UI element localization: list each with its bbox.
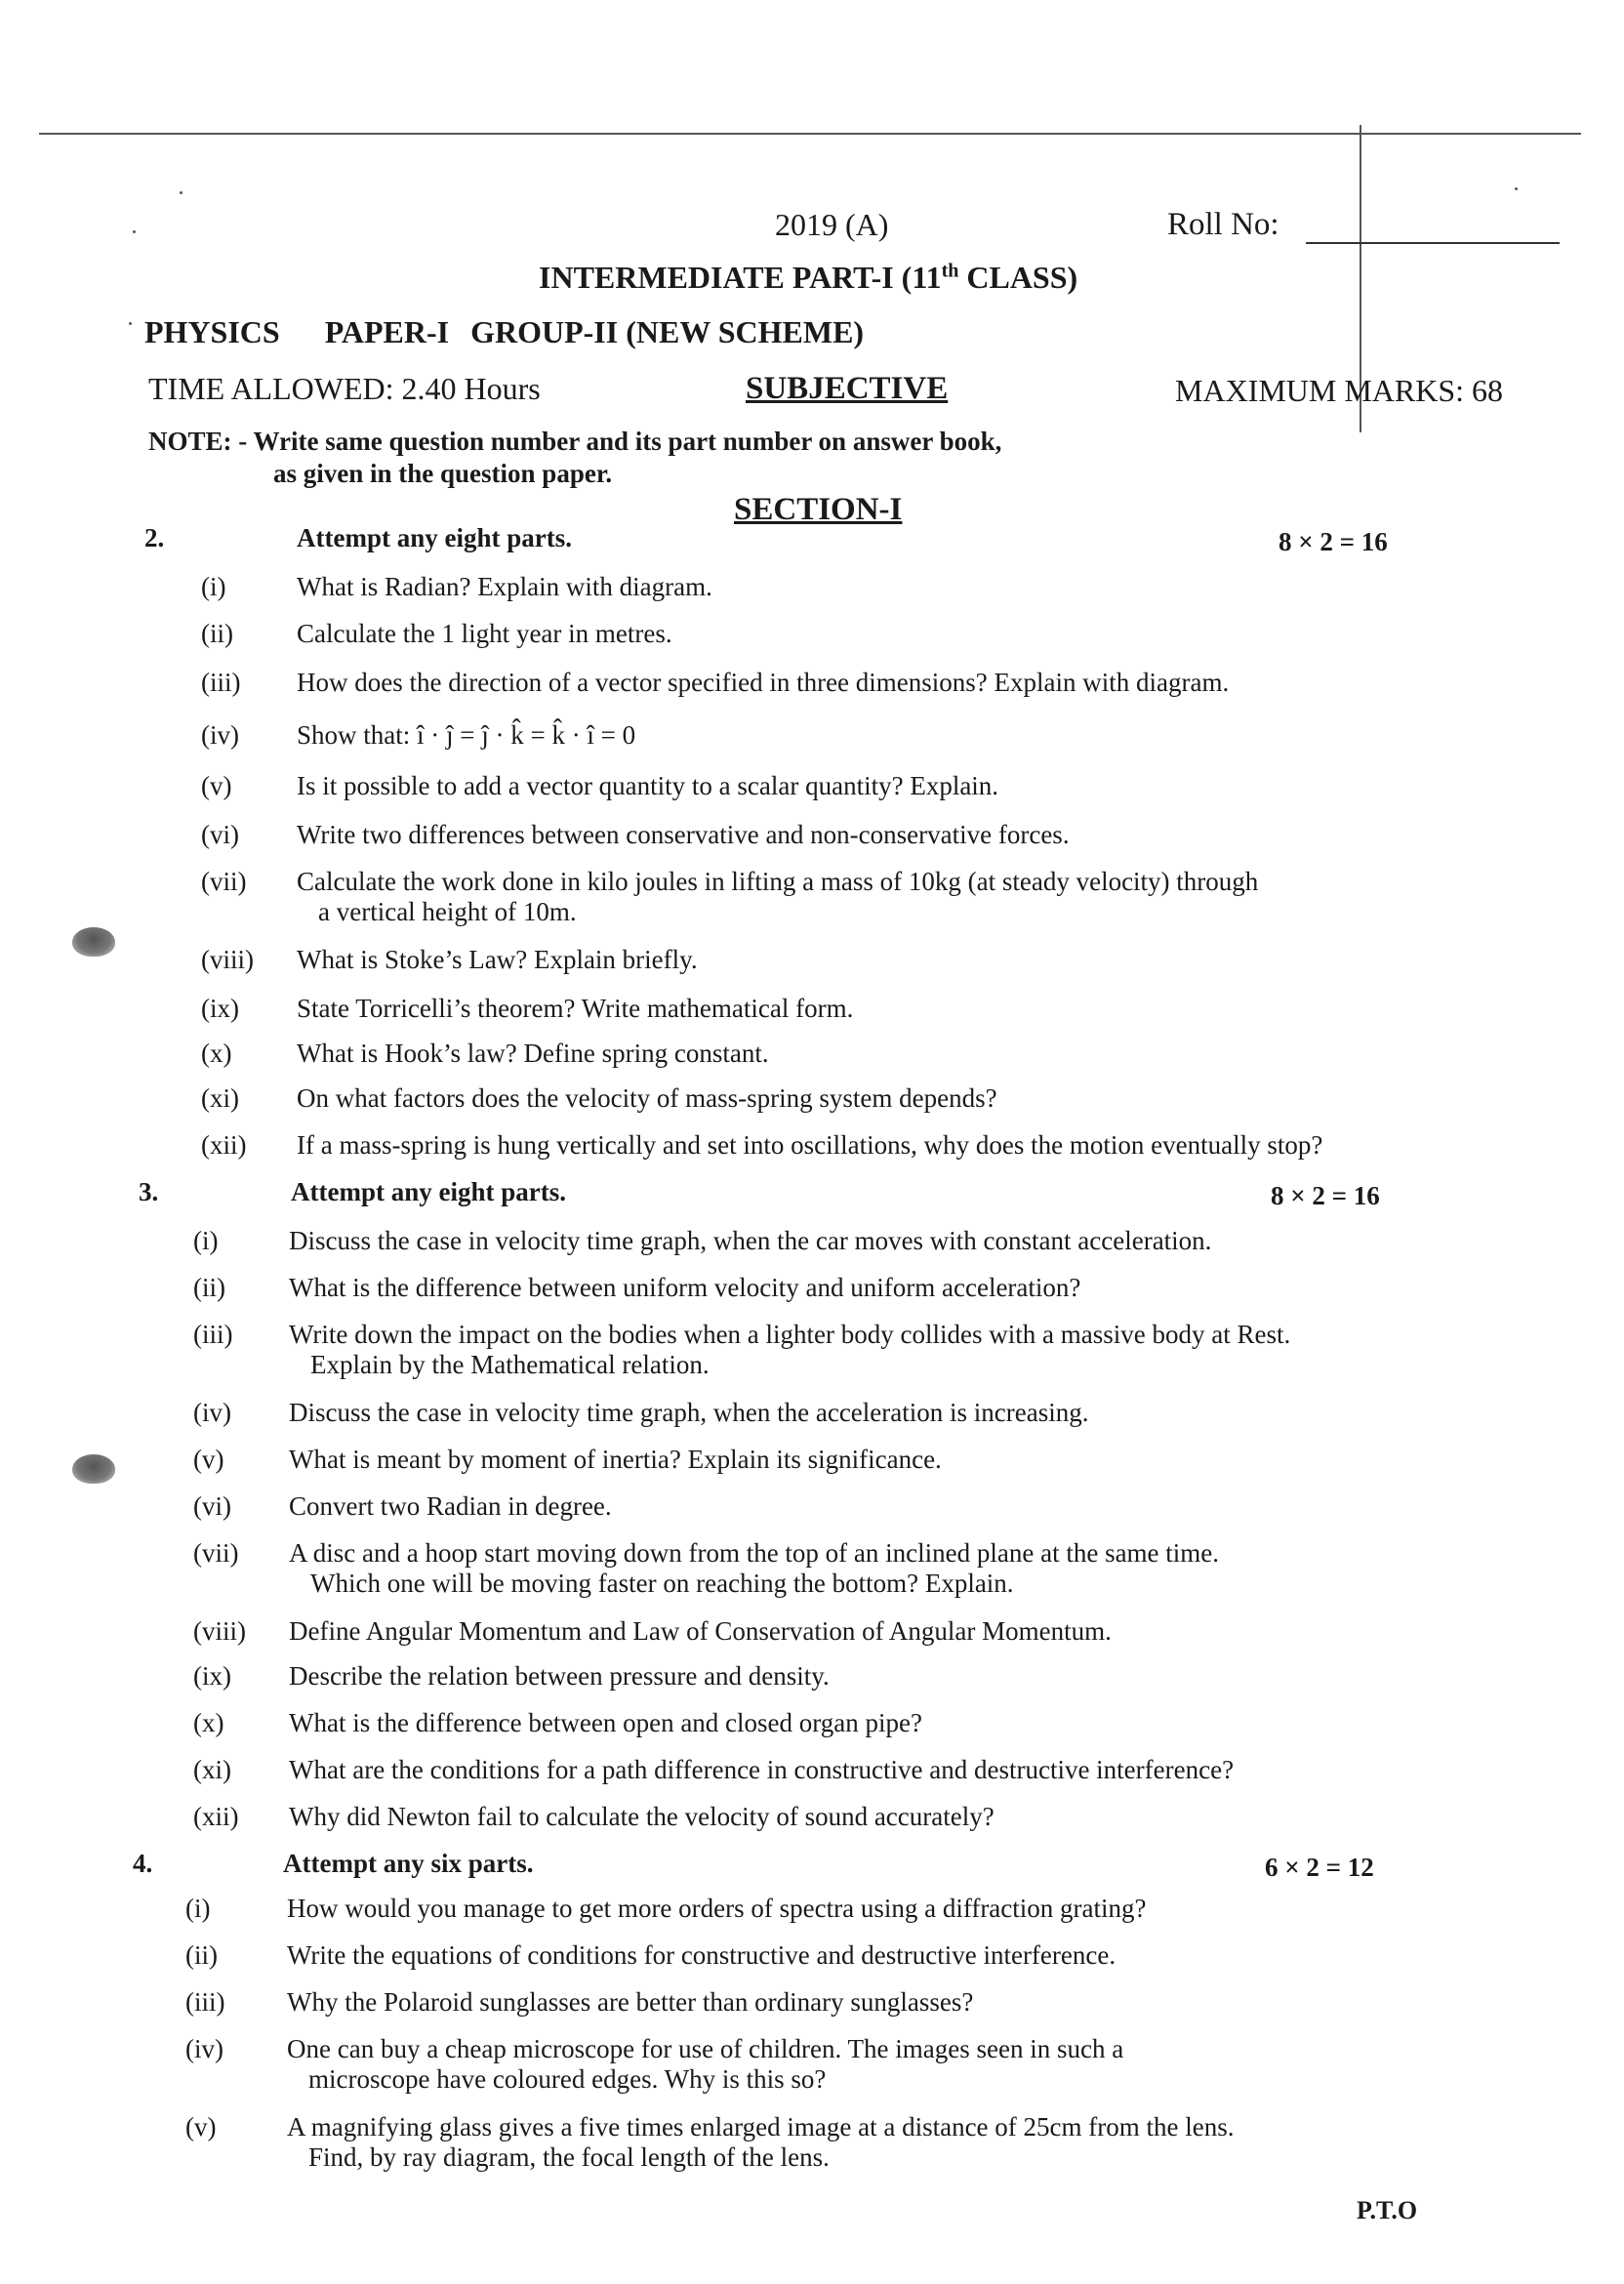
note-line-2: as given in the question paper. xyxy=(273,459,613,488)
question-instruction: Attempt any eight parts. xyxy=(291,1177,566,1206)
part-text-continuation: Find, by ray diagram, the focal length of the lens. xyxy=(308,2142,830,2172)
part-number: (viii) xyxy=(193,1616,246,1646)
part-text xyxy=(297,1130,1322,1161)
part-text xyxy=(289,1708,922,1738)
part-text xyxy=(289,1616,1112,1647)
part-number: (ix) xyxy=(201,994,239,1023)
part-text-line: State Torricelli’s theorem? Write mathematical form. xyxy=(297,994,854,1023)
part-text-line: Write down the impact on the bodies when a lighter body collides with a massive body at Rest. xyxy=(289,1320,1291,1349)
part-text xyxy=(297,867,1258,927)
part-text-line: What is the difference between open and closed organ pipe? xyxy=(289,1708,922,1737)
part-text xyxy=(297,945,698,975)
top-rule xyxy=(39,133,1581,135)
part-text-line: What is the difference between uniform velocity and uniform acceleration? xyxy=(289,1273,1081,1302)
scan-speck xyxy=(133,230,136,233)
part-number: (vi) xyxy=(201,820,239,849)
part-number: (ii) xyxy=(185,1940,218,1970)
part-number: (ix) xyxy=(193,1661,231,1691)
part-text xyxy=(289,1398,1088,1428)
part-number: (i) xyxy=(201,572,226,601)
question-number: 4. xyxy=(133,1849,153,1878)
note-line-1: NOTE: - Write same question number and its part number on answer book, xyxy=(148,427,1002,456)
part-text xyxy=(289,1273,1080,1303)
part-text-line: Convert two Radian in degree. xyxy=(289,1491,612,1521)
subject-name: PHYSICS xyxy=(144,314,280,349)
part-text xyxy=(287,1940,1116,1971)
subject-line xyxy=(144,314,864,350)
question-instruction: Attempt any eight parts. xyxy=(297,523,572,552)
page-turn-over: P.T.O xyxy=(1357,2196,1418,2224)
part-text-continuation: Which one will be moving faster on reaching the bottom? Explain. xyxy=(310,1569,1014,1598)
part-text xyxy=(289,1445,942,1475)
part-number: (iv) xyxy=(185,2034,223,2063)
roll-no-blank xyxy=(1306,242,1560,244)
part-number: (viii) xyxy=(201,945,254,974)
part-number: (iii) xyxy=(193,1320,233,1349)
part-number: (i) xyxy=(193,1226,219,1255)
part-text-line: If a mass-spring is hung vertically and set into oscillations, why does the motion eventually stop? xyxy=(297,1130,1323,1160)
scan-speck xyxy=(180,191,183,194)
paper-name: PAPER-I xyxy=(324,314,450,349)
part-text xyxy=(297,619,672,649)
part-number: (vi) xyxy=(193,1491,231,1521)
part-text xyxy=(289,1226,1211,1256)
part-text xyxy=(289,1755,1234,1785)
part-text-line: Define Angular Momentum and Law of Conservation of Angular Momentum. xyxy=(289,1616,1112,1646)
maximum-marks: MAXIMUM MARKS: 68 xyxy=(1175,373,1504,408)
part-text xyxy=(289,1320,1290,1380)
part-number: (xii) xyxy=(193,1802,239,1831)
part-text-line: What is Stoke’s Law? Explain briefly. xyxy=(297,945,698,974)
question-instruction: Attempt any six parts. xyxy=(283,1849,534,1878)
part-text-line: What is meant by moment of inertia? Explain its significance. xyxy=(289,1445,942,1474)
question-number: 3. xyxy=(139,1177,159,1206)
roll-no-label: Roll No: xyxy=(1167,207,1279,242)
part-text xyxy=(287,2112,1234,2173)
part-text-line: Describe the relation between pressure and density. xyxy=(289,1661,830,1691)
part-number: (x) xyxy=(201,1039,232,1068)
scan-speck xyxy=(1515,187,1518,190)
class-title: INTERMEDIATE PART-I (11th CLASS) xyxy=(539,260,1078,295)
part-text xyxy=(287,1894,1147,1924)
part-text-continuation: Explain by the Mathematical relation. xyxy=(310,1350,710,1379)
group-name: GROUP-II (NEW SCHEME) xyxy=(470,314,865,349)
part-number: (v) xyxy=(201,771,232,800)
part-number: (xi) xyxy=(201,1083,239,1113)
part-text xyxy=(289,1802,995,1832)
part-text-line: Why did Newton fail to calculate the velocity of sound accurately? xyxy=(289,1802,995,1831)
part-number: (i) xyxy=(185,1894,211,1923)
part-number: (vii) xyxy=(201,867,247,896)
part-text-line: A magnifying glass gives a five times enlarged image at a distance of 25cm from the lens. xyxy=(287,2112,1235,2141)
part-text-line: How does the direction of a vector specified in three dimensions? Explain with diagram. xyxy=(297,668,1230,697)
part-number: (x) xyxy=(193,1708,224,1737)
part-number: (vii) xyxy=(193,1538,239,1568)
part-text-line: What is Hook’s law? Define spring constant. xyxy=(297,1039,769,1068)
part-text xyxy=(297,1083,997,1114)
part-text-line: Write the equations of conditions for constructive and destructive interference. xyxy=(287,1940,1116,1970)
part-text-continuation: microscope have coloured edges. Why is this so? xyxy=(308,2064,827,2094)
part-number: (v) xyxy=(193,1445,224,1474)
part-text xyxy=(297,994,853,1024)
exam-year: 2019 (A) xyxy=(775,207,889,242)
part-text-line: On what factors does the velocity of mass-spring system depends? xyxy=(297,1083,997,1113)
question-marks: 6 × 2 = 12 xyxy=(1265,1853,1374,1882)
question-marks: 8 × 2 = 16 xyxy=(1279,527,1388,556)
part-text-line: Discuss the case in velocity time graph, when the acceleration is increasing. xyxy=(289,1398,1089,1427)
part-text-line: Why the Polaroid sunglasses are better than ordinary sunglasses? xyxy=(287,1987,974,2017)
part-text xyxy=(289,1661,830,1692)
paper-type: SUBJECTIVE xyxy=(746,371,949,406)
part-text xyxy=(297,572,712,602)
part-text xyxy=(297,771,998,801)
part-text xyxy=(297,720,635,751)
part-number: (ii) xyxy=(193,1273,225,1302)
part-text xyxy=(289,1491,612,1522)
part-text-line: Discuss the case in velocity time graph, when the car moves with constant acceleration. xyxy=(289,1226,1212,1255)
part-text-line: Show that: î · ĵ = ĵ · k̂ = k̂ · î = 0 xyxy=(297,720,636,750)
part-text xyxy=(297,668,1229,698)
scan-speck xyxy=(129,322,132,325)
part-text-continuation: a vertical height of 10m. xyxy=(318,897,577,926)
part-number: (xii) xyxy=(201,1130,247,1160)
part-number: (v) xyxy=(185,2112,217,2141)
part-text-line: What is Radian? Explain with diagram. xyxy=(297,572,712,601)
part-number: (iii) xyxy=(185,1987,225,2017)
part-text-line: Write two differences between conservative and non-conservative forces. xyxy=(297,820,1070,849)
part-text-line: Calculate the work done in kilo joules in lifting a mass of 10kg (at steady velocity) through xyxy=(297,867,1259,896)
part-text-line: Calculate the 1 light year in metres. xyxy=(297,619,672,648)
part-number: (iv) xyxy=(193,1398,231,1427)
section-title: SECTION-I xyxy=(734,492,903,527)
part-text xyxy=(287,2034,1123,2095)
part-text xyxy=(297,1039,769,1069)
punch-hole-mark xyxy=(72,1454,115,1484)
part-number: (iii) xyxy=(201,668,241,697)
part-text-line: How would you manage to get more orders of spectra using a diffraction grating? xyxy=(287,1894,1147,1923)
part-text-line: Is it possible to add a vector quantity to a scalar quantity? Explain. xyxy=(297,771,999,800)
question-marks: 8 × 2 = 16 xyxy=(1271,1181,1380,1210)
part-text xyxy=(289,1538,1219,1599)
part-text-line: What are the conditions for a path difference in constructive and destructive interference? xyxy=(289,1755,1235,1784)
question-number: 2. xyxy=(144,523,165,552)
part-text-line: A disc and a hoop start moving down from the top of an inclined plane at the same time. xyxy=(289,1538,1220,1568)
part-number: (iv) xyxy=(201,720,239,750)
part-text xyxy=(297,820,1070,850)
part-text xyxy=(287,1987,973,2018)
part-text-line: One can buy a cheap microscope for use of children. The images seen in such a xyxy=(287,2034,1124,2063)
time-allowed: TIME ALLOWED: 2.40 Hours xyxy=(148,371,541,406)
part-number: (xi) xyxy=(193,1755,231,1784)
punch-hole-mark xyxy=(72,927,115,957)
part-number: (ii) xyxy=(201,619,233,648)
